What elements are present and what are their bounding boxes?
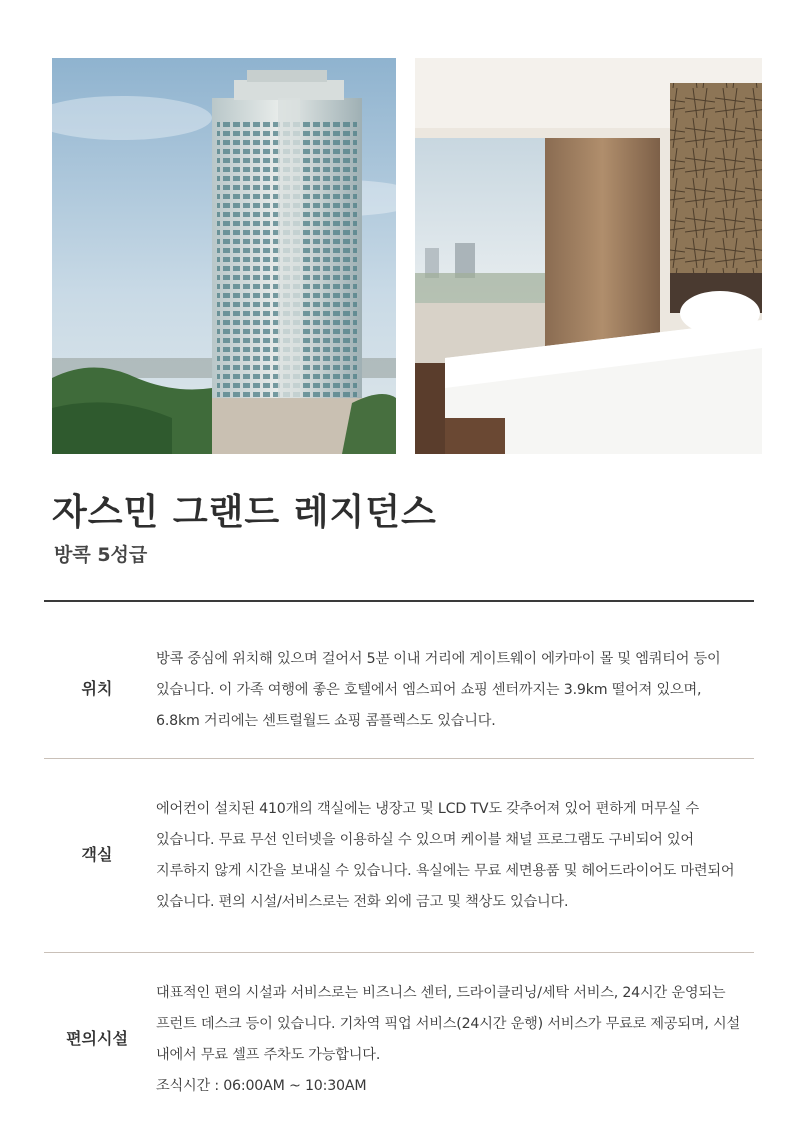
hotel-exterior-photo [52, 58, 396, 454]
hotel-subtitle: 방콕 5성급 [54, 544, 148, 566]
section-text: 대표적인 편의 시설과 서비스로는 비즈니스 센터, 드라이클리닝/세탁 서비스, 24시간 운영되는 프런트 데스크 등이 있습니다. 기차역 픽업 서비스(24시간 운행) 서비스가 무료로 제공되며, 시설 내에서 무료 셀프 주차도 가능합니다. [156, 985, 741, 1063]
section-divider [44, 758, 754, 759]
section-label: 위치 [81, 679, 113, 698]
section-text-block [156, 978, 748, 1102]
section-label: 편의시설 [66, 1029, 128, 1048]
header-divider [44, 600, 754, 602]
section-location [44, 640, 754, 758]
section-divider [44, 952, 754, 953]
section-text: 에어컨이 설치된 410개의 객실에는 냉장고 및 LCD TV도 갖추어져 있어 편하게 머무실 수 있습니다. 무료 무선 인터넷을 이용하실 수 있으며 케이블 채널 프로그램도 구비되어 있어 지루하지 않게 시간을 보내실 수 있습니다. 욕실에는 무료 세면용품 및 헤어드라이어도 마련되어 있습니다. 편의 시설/서비스로는 전화 외에 금고 및 책상도 있습니다. [156, 801, 735, 910]
breakfast-hours: 조식시간 : 06:00AM ~ 10:30AM [156, 1078, 367, 1094]
section-amenities [44, 978, 754, 1108]
photo-gallery [52, 58, 762, 454]
guest-room-photo [415, 58, 762, 454]
section-text: 방콕 중심에 위치해 있으며 걸어서 5분 이내 거리에 게이트웨이 에카마이 몰 및 엠쿼티어 등이 있습니다. 이 가족 여행에 좋은 호텔에서 엠스피어 쇼핑 센터까지는 3.9km 떨어져 있으며, 6.8km 거리에는 센트럴월드 쇼핑 콤플렉스도 있습니다. [156, 651, 721, 729]
section-label: 객실 [81, 845, 113, 864]
hotel-name: 자스민 그랜드 레지던스 [52, 492, 437, 533]
section-rooms [44, 794, 754, 950]
